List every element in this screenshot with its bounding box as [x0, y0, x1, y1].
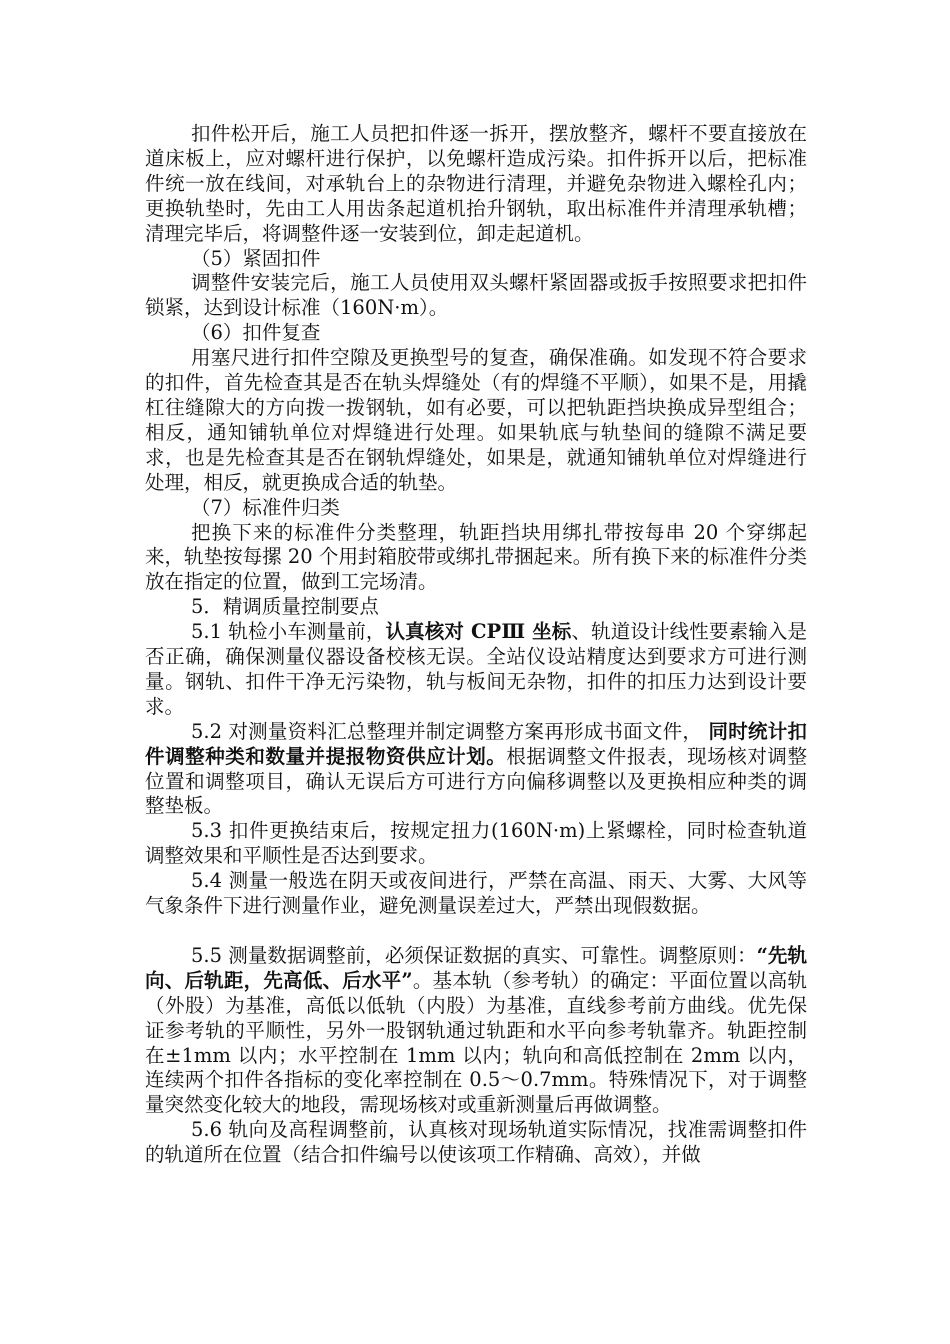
paragraph — [145, 869, 807, 919]
paragraph — [145, 944, 807, 1118]
body-text — [145, 122, 807, 1168]
text-run: 5.3 扣件更换结束后，按规定扭力(160N·m)上紧螺栓，同时检查轨道调整效果和平顺性是否达到要求。 — [145, 819, 807, 868]
text-run: （5）紧固扣件 — [191, 246, 321, 270]
paragraph — [145, 271, 807, 321]
text-run: 用塞尺进行扣件空隙及更换型号的复查，确保准确。如发现不符合要求的扣件，首先检查其是否在轨头焊缝处（有的焊缝不平顺），如果不是，用撬杠往缝隙大的方向拨一拨钢轨，如有必要，可以把轨距挡块换成异型组合；相反，通知铺轨单位对焊缝进行处理。如果轨底与轨垫间的缝隙不满足要求，也是先检查其是否在钢轨焊缝处，如果是，就通知铺轨单位对焊缝进行处理，相反，就更换成合适的轨垫。 — [145, 346, 807, 494]
text-run: 5.4 测量一般选在阴天或夜间进行，严禁在高温、雨天、大雾、大风等气象条件下进行测量作业，避免测量误差过大，严禁出现假数据。 — [145, 869, 807, 918]
text-run: （7）标准件归类 — [191, 495, 340, 519]
text-run: 5.6 轨向及高程调整前，认真核对现场轨道实际情况，找准需调整扣件的轨道所在位置（结合扣件编号以使该项工作精确、高效），并做 — [145, 1118, 807, 1167]
paragraph — [145, 620, 807, 720]
text-run: 把换下来的标准件分类整理，轨距挡块用绑扎带按每串 20 个穿绑起来，轨垫按每摞 20 个用封箱胶带或绑扎带捆起来。所有换下来的标准件分类放在指定的位置，做到工完场清。 — [145, 520, 807, 594]
text-run: 根据调整文件报表，现场核对调整位置和调整项目，确认无误后方可进行方向偏移调整以及更换相应种类的调整垫板。 — [145, 744, 807, 818]
paragraph — [145, 496, 807, 521]
paragraph — [145, 1118, 807, 1168]
paragraph — [145, 346, 807, 495]
paragraph — [145, 122, 807, 247]
paragraph — [145, 321, 807, 346]
bold-text: 认真核对 CPⅢ 坐标 — [385, 620, 572, 644]
bold-text: 同时统计扣件调整种类和数量并提报物资供应计划。 — [145, 719, 807, 768]
text-run: 5.2 对测量资料汇总整理并制定调整方案再形成书面文件， — [191, 719, 709, 743]
text-run: 调整件安装完后，施工人员使用双头螺杆紧固器或扳手按照要求把扣件锁紧，达到设计标准（160N·m）。 — [145, 271, 807, 320]
text-run: 、轨道设计线性要素输入是否正确，确保测量仪器设备校核无误。全站仪设站精度达到要求方可进行测量。钢轨、扣件干净无污染物，轨与板间无杂物，扣件的扣压力达到设计要求。 — [145, 620, 807, 718]
text-run: 。基本轨（参考轨）的确定：平面位置以高轨（外股）为基准，高低以低轨（内股）为基准，直线参考前方曲线。优先保证参考轨的平顺性，另外一股钢轨通过轨距和水平向参考轨靠齐。轨距控制在±1mm 以内；水平控制在 1mm 以内；轨向和高低控制在 2mm 以内， 连续两个扣件各指标的变化率控制在 0.5～0.7mm。特殊情况下，对于调整量突然变化较大的地段，需现场核对或重新测量后再做调整。 — [145, 968, 807, 1117]
text-run: 扣件松开后，施工人员把扣件逐一拆开，摆放整齐，螺杆不要直接放在道床板上，应对螺杆进行保护，以免螺杆造成污染。扣件拆开以后，把标准件统一放在线间，对承轨台上的杂物进行清理，并避免杂物进入螺栓孔内；更换轨垫时，先由工人用齿条起道机抬升钢轨，取出标准件并清理承轨槽；清理完毕后，将调整件逐一安装到位，卸走起道机。 — [145, 122, 807, 245]
text-run: 5.5 测量数据调整前，必须保证数据的真实、可靠性。调整原则： — [191, 943, 757, 967]
paragraph — [145, 521, 807, 596]
text-run: 5.1 轨检小车测量前， — [191, 620, 386, 644]
paragraph — [145, 720, 807, 820]
text-run: 5．精调质量控制要点 — [191, 595, 379, 619]
paragraph — [145, 595, 807, 620]
paragraph — [145, 819, 807, 869]
text-run: （6）扣件复查 — [191, 321, 321, 345]
bold-text: “先轨向、后轨距，先高低、后水平” — [145, 943, 807, 992]
paragraph — [145, 247, 807, 272]
